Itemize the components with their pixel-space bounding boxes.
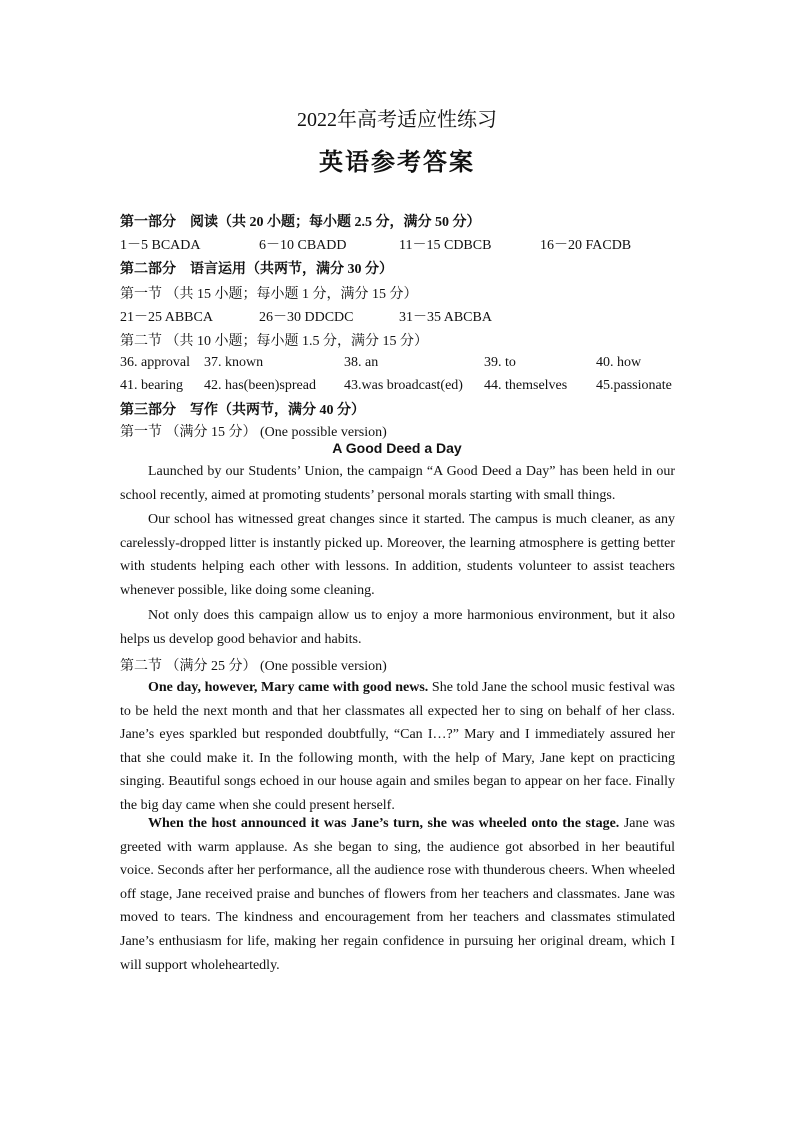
essay-paragraph: Our school has witnessed great changes since it started. The campus is much cleaner, as any carelessly-dropped litter is instantly picked up. Moreover, the learning atmosphere is getting better with students helping each other with lessons. In addition, students volunteer to assist teachers whenever possible, like doing some cleaning. <box>120 512 675 598</box>
part2-sec2-answer-45: 45.passionate <box>596 378 672 393</box>
part3-heading: 第三部分 写作（共两节，满分 40 分） <box>120 403 365 418</box>
answer-key-title: 英语参考答案 <box>319 150 475 176</box>
essay-title: A Good Deed a Day <box>332 440 462 456</box>
part2-section1-heading: 第一节 （共 15 小题；每小题 1 分，满分 15 分） <box>120 287 418 302</box>
part1-heading: 第一部分 阅读（共 20 小题；每小题 2.5 分，满分 50 分） <box>120 215 481 230</box>
part2-sec2-answer-39: 39. to <box>484 355 516 370</box>
part1-answer-3: 11－15 CDBCB <box>399 238 492 253</box>
part1-answer-4: 16－20 FACDB <box>540 238 632 253</box>
story-paragraph-lead: One day, however, Mary came with good news. <box>148 680 429 695</box>
part2-sec2-answer-38: 38. an <box>344 355 379 370</box>
story-paragraph <box>120 812 675 977</box>
part1-answer-1: 1－5 BCADA <box>120 238 201 253</box>
part2-sec2-answer-41: 41. bearing <box>120 378 183 393</box>
part2-sec2-answer-37: 37. known <box>204 355 264 370</box>
part3-section2-heading: 第二节 （满分 25 分） (One possible version) <box>120 659 387 674</box>
essay-paragraph: Launched by our Students’ Union, the campaign “A Good Deed a Day” has been held in our school recently, aimed at promoting students’ personal morals starting with small things. <box>120 464 675 503</box>
story-paragraph-body: She told Jane the school music festival was to be held the next month and that her classmates all expected her to sing on behalf of her class. Jane’s eyes sparkled but responded doubtfully, “Can I…?” Mary and I immediately assured her that she could make it. In the following month, with the help of Mary, Jane kept on practicing singing. Beautiful songs echoed in our house again and smiles began to appear on her face. Finally the big day came when she could present herself. <box>120 680 676 813</box>
part2-sec2-answer-36: 36. approval <box>120 355 190 370</box>
part2-heading: 第二部分 语言运用（共两节，满分 30 分） <box>120 262 393 277</box>
part2-sec2-answer-40: 40. how <box>596 355 642 370</box>
exam-title: 2022年高考适应性练习 <box>297 109 497 131</box>
part2-sec2-answer-43: 43.was broadcast(ed) <box>344 378 463 393</box>
part1-answer-2: 6－10 CBADD <box>259 238 347 253</box>
story-paragraph-lead: When the host announced it was Jane’s turn, she was wheeled onto the stage. <box>148 816 620 831</box>
part2-sec2-answer-44: 44. themselves <box>484 378 568 393</box>
essay-paragraph: Not only does this campaign allow us to enjoy a more harmonious environment, but it also helps us develop good behavior and habits. <box>120 608 675 647</box>
part2-section2-heading: 第二节 （共 10 小题；每小题 1.5 分，满分 15 分） <box>120 334 428 349</box>
part2-sec1-answer-2: 26－30 DDCDC <box>259 310 354 325</box>
story-paragraph <box>120 676 675 818</box>
story-paragraph-body: Jane was greeted with warm applause. As she began to sing, the audience got absorbed in her beautiful voice. Seconds after her performance, all the audience rose with thunderous cheers. When wheeled off stage, Jane received praise and bunches of flowers from her teachers and classmates. Jane was moved to tears. The kindness and encouragement from her teachers and classmates stimulated Jane’s enthusiasm for life, making her regain confidence in pursuing her original dream, which I will support wholeheartedly. <box>120 816 675 973</box>
part3-section1-heading: 第一节 （满分 15 分） (One possible version) <box>120 425 387 440</box>
part2-sec2-answer-42: 42. has(been)spread <box>204 378 316 393</box>
part2-sec1-answer-3: 31－35 ABCBA <box>399 310 492 325</box>
part2-sec1-answer-1: 21－25 ABBCA <box>120 310 213 325</box>
